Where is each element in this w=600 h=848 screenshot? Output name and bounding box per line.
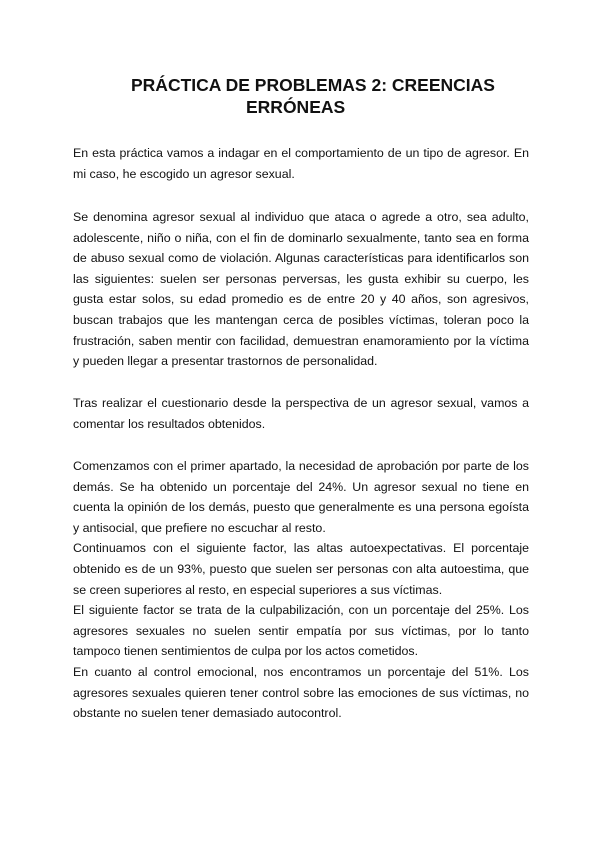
results-section: [73, 456, 529, 724]
title-line-2: ERRÓNEAS: [246, 97, 346, 117]
blame-paragraph: El siguiente factor se trata de la culpabilización, con un porcentaje del 25%. Los agresores sexuales no suelen sentir empatía por sus víctimas, por lo tanto tampoco tienen sentimientos de culpa por los actos cometidos.: [73, 603, 529, 659]
document-title: [0, 74, 600, 118]
emotional-control-paragraph: En cuanto al control emocional, nos encontramos un porcentaje del 51%. Los agresores sexuales quieren tener control sobre las emociones de sus víctimas, no obstante no suelen tener demasiado autocontrol.: [73, 664, 529, 721]
intro-paragraph: En esta práctica vamos a indagar en el comportamiento de un tipo de agresor. En mi caso, he escogido un agresor sexual.: [73, 146, 529, 181]
self-expectations-paragraph: Continuamos con el siguiente factor, las altas autoexpectativas. El porcentaje obtenido es de un 93%, puesto que suelen ser personas con alta autoestima, que se creen superiores al resto, en especial superiores a sus víctimas.: [73, 541, 529, 597]
results-intro-paragraph: Tras realizar el cuestionario desde la perspectiva de un agresor sexual, vamos a comentar los resultados obtenidos.: [73, 396, 529, 431]
title-line-1: PRÁCTICA DE PROBLEMAS 2: CREENCIAS: [131, 75, 495, 95]
definition-paragraph: Se denomina agresor sexual al individuo que ataca o agrede a otro, sea adulto, adolescente, niño o niña, con el fin de dominarlo sexualmente, tanto sea en forma de abuso sexual como de violación. Algunas características para identificarlos son las siguientes: suelen ser personas perversas, les gusta exhibir su cuerpo, les gusta estar solos, su edad promedio es de entre 20 y 40 años, son agresivos, buscan trabajos que les mantengan cerca de posibles víctimas, toleran poco la frustración, saben mentir con facilidad, demuestran enamoramiento por la víctima y pueden llegar a presentar trastornos de personalidad.: [73, 210, 529, 369]
approval-paragraph: Comenzamos con el primer apartado, la necesidad de aprobación por parte de los demás. Se ha obtenido un porcentaje del 24%. Un agresor sexual no tiene en cuenta la opinión de los demás, puesto que generalmente es una persona egoísta y antisocial, que prefiere no escuchar al resto.: [73, 459, 529, 535]
